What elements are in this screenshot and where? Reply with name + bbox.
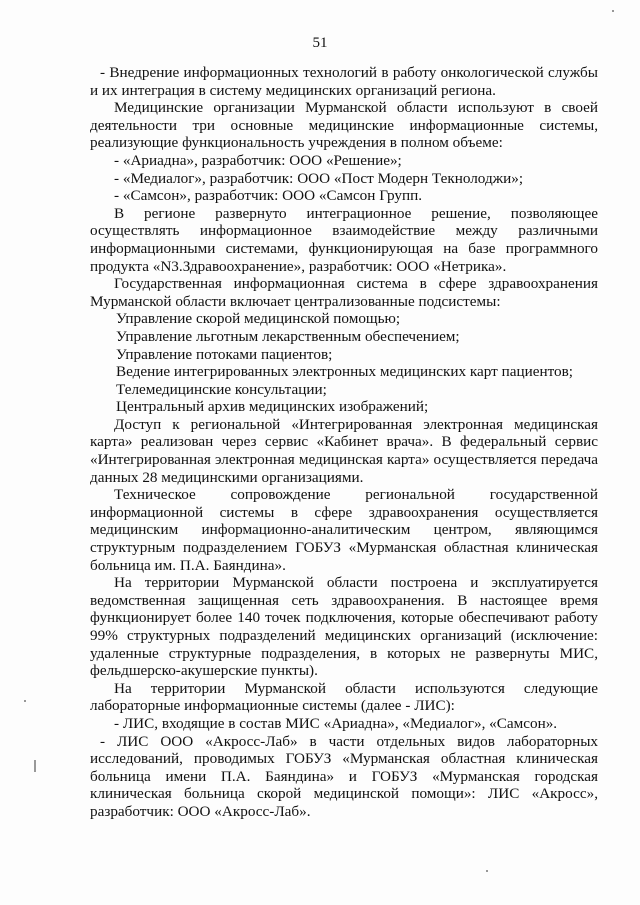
- document-body: [90, 64, 598, 821]
- paragraph-network: На территории Мурманской области построена и эксплуатируется ведомственная защищенная сеть здравоохранения. В настоящее время функционирует более 140 точек подключения, которые обеспечивают работу 99% структурных подразделений медицинских организаций (исключение: удаленные структурные подразделения, в которых не развернуты МИС, фельдшерско-акушерские пункты).: [90, 574, 598, 680]
- paragraph-lis-intro: На территории Мурманской области используются следующие лабораторные информационные системы (далее - ЛИС):: [90, 679, 598, 715]
- paragraph-emr-access: Доступ к региональной «Интегрированная электронная медицинская карта» реализован через сервис «Кабинет врача». В федеральный сервис «Интегрированная электронная медицинская карта» осуществляется передача данных 28 медицинскими организациями.: [90, 415, 598, 486]
- subsystem-telemedicine: Телемедицинские консультации;: [116, 380, 327, 398]
- paragraph-integration: В регионе развернуто интеграционное решение, позволяющее осуществлять информационное взаимодействие между различными информационными системами, функционирующая на базе программного продукта «N3.Здравоохранение», разработчик: ООО «Нетрика».: [90, 204, 598, 275]
- list-item-lis-mis: - ЛИС, входящие в состав МИС «Ариадна», «Медиалог», «Самсон».: [114, 714, 558, 732]
- paragraph-mis-intro: Медицинские организации Мурманской области используют в своей деятельности три основные медицинские информационные системы, реализующие функциональность учреждения в полном объеме:: [90, 99, 598, 152]
- subsystem-image-archive: Центральный архив медицинских изображений;: [116, 398, 429, 416]
- paragraph-oncology-it: - Внедрение информационных технологий в работу онкологической службы и их интеграция в систему медицинских организаций региона.: [90, 64, 598, 99]
- subsystem-emr: Ведение интегрированных электронных медицинских карт пациентов;: [116, 363, 574, 381]
- list-item-ariadna: - «Ариадна», разработчик: ООО «Решение»;: [114, 151, 402, 169]
- paragraph-lis-across: - ЛИС ООО «Акросс-Лаб» в части отдельных видов лабораторных исследований, проводимых ГОБУЗ «Мурманская областная клиническая больница имени П.А. Баяндина» и ГОБУЗ «Мурманская городская клиническая больница скорой медицинской помощи»: ЛИС «Акросс», разработчик: ООО «Акросс-Лаб».: [90, 732, 598, 820]
- page-number: 51: [312, 35, 328, 51]
- subsystem-patient-flows: Управление потоками пациентов;: [116, 345, 333, 363]
- list-item-samson: - «Самсон», разработчик: ООО «Самсон Групп.: [114, 187, 423, 205]
- paragraph-tech-support: Техническое сопровождение региональной государственной информационной системы в сфере здравоохранения осуществляется медицинским информационно-аналитическим центром, являющимся структурным подразделением ГОБУЗ «Мурманская областная клиническая больница им. П.А. Баяндина».: [90, 486, 598, 574]
- paragraph-gis-subsystems: Государственная информационная система в сфере здравоохранения Мурманской области включает централизованные подсистемы:: [90, 275, 598, 310]
- list-item-medialog: - «Медиалог», разработчик: ООО «Пост Модерн Текнолоджи»;: [114, 169, 524, 187]
- subsystem-drug-provision: Управление льготным лекарственным обеспечением;: [116, 327, 460, 345]
- scan-margin-mark: [34, 760, 36, 772]
- scan-speck: [486, 870, 488, 872]
- scan-speck: [612, 10, 614, 12]
- subsystem-ambulance: Управление скорой медицинской помощью;: [116, 310, 401, 328]
- scan-speck: [24, 700, 26, 702]
